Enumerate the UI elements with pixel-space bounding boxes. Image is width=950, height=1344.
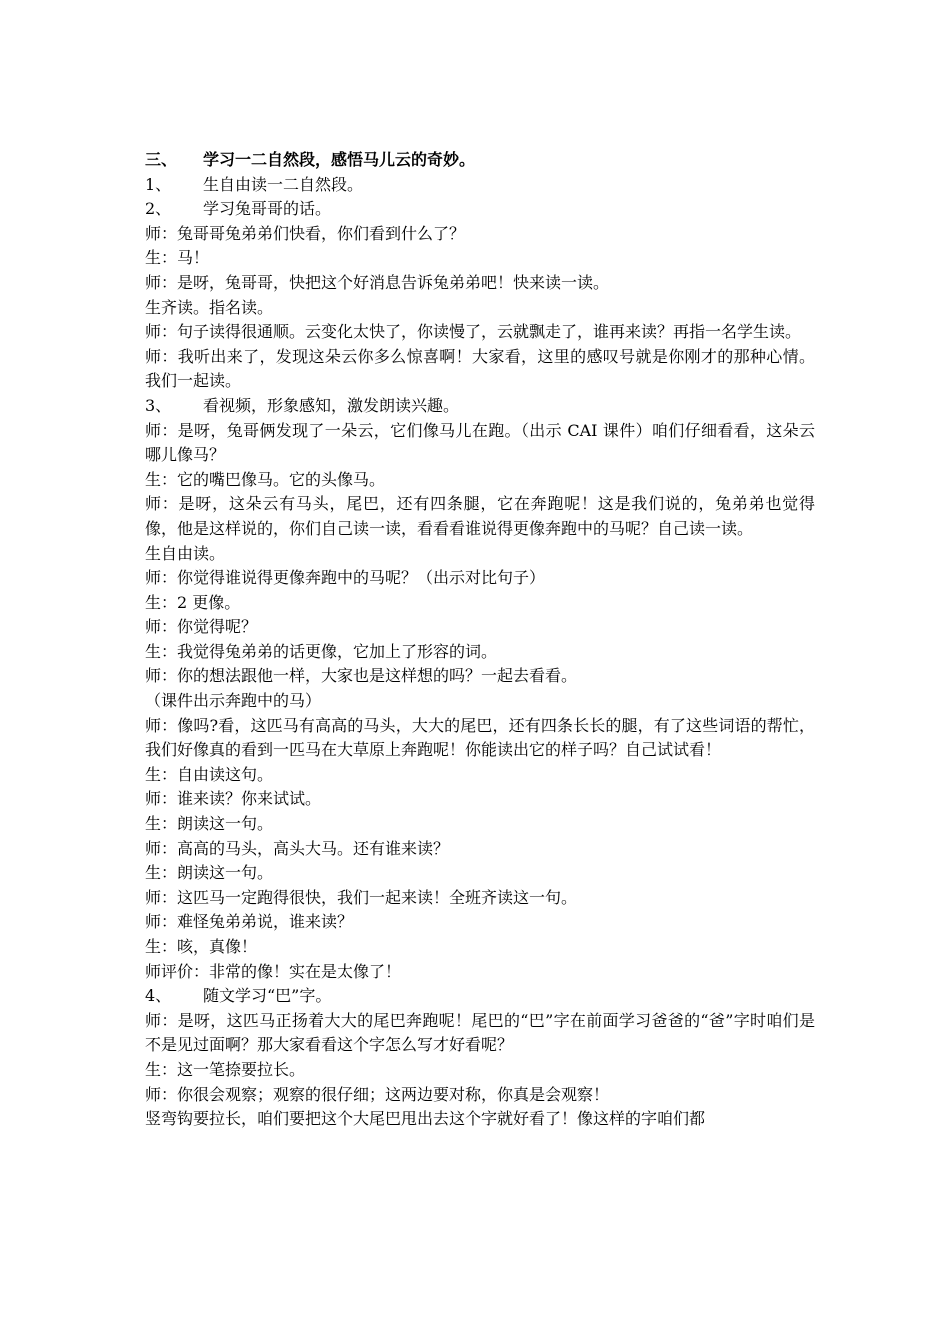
numbered-step [145,984,815,1009]
line-text: 师：你觉得谁说得更像奔跑中的马呢？（出示对比句子） [145,568,546,588]
line-text: 师：是呀，兔哥哥，快把这个好消息告诉兔弟弟吧！快来读一读。 [145,272,610,292]
paragraph-line [145,886,815,911]
paragraph-line [145,591,815,616]
line-text: 生齐读。指名读。 [145,297,274,317]
paragraph-line [145,910,815,935]
line-text: 生自由读。 [145,543,226,563]
paragraph-line [145,689,815,714]
paragraph-line [145,320,815,345]
line-text: 师：你很会观察；观察的很仔细；这两边要对称，你真是会观察！ [145,1084,610,1104]
line-text: 竖弯钩要拉长，咱们要把这个大尾巴甩出去这个字就好看了！像这样的字咱们都 [145,1109,706,1129]
paragraph-line [145,935,815,960]
numbered-step [145,197,815,222]
line-text: 生：咳，真像！ [145,937,258,956]
line-text: （课件出示奔跑中的马） [145,691,322,711]
paragraph-line [145,960,815,985]
paragraph-line [145,1009,815,1058]
line-text: 看视频，形象感知，激发朗读兴趣。 [203,395,460,415]
line-text: 生：我觉得兔弟弟的话更像，它加上了形容的词。 [145,641,498,661]
line-text: 生：2 更像。 [145,592,241,612]
line-text: 师：难怪兔弟弟说，谁来读？ [145,912,354,932]
line-text: 生：自由读这句。 [145,764,274,784]
line-text: 生：这一笔捺要拉长。 [145,1059,306,1079]
paragraph-line [145,246,815,271]
paragraph-line [145,837,815,862]
line-text: 师：我听出来了，发现这朵云你多么惊喜啊！大家看，这里的感叹号就是你刚才的那种心情。我们一起读。 [145,346,815,391]
paragraph-line [145,542,815,567]
numbered-step [145,394,815,419]
paragraph-line [145,714,815,763]
paragraph-line [145,1083,815,1108]
line-text: 师：你觉得呢？ [145,617,258,637]
line-text: 生：它的嘴巴像马。它的头像马。 [145,469,386,489]
step-number: 4、 [145,986,172,1006]
line-text: 师：像吗?看，这匹马有高高的马头，大大的尾巴，还有四条长长的腿，有了这些词语的帮忙，我们好像真的看到一匹马在大草原上奔跑呢！你能读出它的样子吗？自己试试看！ [145,715,815,760]
paragraph-line [145,419,815,468]
line-text: 生：马！ [145,248,210,268]
line-text: 师：你的想法跟他一样，大家也是这样想的吗？一起去看看。 [145,666,578,686]
line-text: 师评价：非常的像！实在是太像了！ [145,961,402,981]
paragraph-line [145,763,815,788]
paragraph-line [145,861,815,886]
section-heading [145,148,815,173]
step-number: 1、 [145,174,172,194]
paragraph-line [145,1058,815,1083]
paragraph-line [145,468,815,493]
paragraph-line [145,812,815,837]
line-text: 生：朗读这一句。 [145,814,274,834]
paragraph-line [145,222,815,247]
paragraph-line [145,787,815,812]
paragraph-line [145,640,815,665]
step-number: 3、 [145,395,172,415]
paragraph-line [145,492,815,541]
line-text: 师：是呀，这朵云有马头，尾巴，还有四条腿，它在奔跑呢！这是我们说的，兔弟弟也觉得像，他是这样说的，你们自己读一读，看看看谁说得更像奔跑中的马呢？自己读一读。 [145,494,815,538]
paragraph-line [145,1107,815,1132]
paragraph-line [145,664,815,689]
line-text: 师：是呀，这匹马正扬着大大的尾巴奔跑呢！尾巴的“巴”字在前面学习爸爸的“爸”字时咱们是不是见过面啊？那大家看看这个字怎么写才好看呢？ [145,1010,815,1055]
paragraph-line [145,345,815,394]
paragraph-line [145,271,815,296]
line-text: 生自由读一二自然段。 [203,174,364,194]
line-text: 学习兔哥哥的话。 [203,199,332,219]
line-text: 师：这匹马一定跑得很快，我们一起来读！全班齐读这一句。 [145,887,578,907]
section-number: 三、 [145,150,178,169]
step-number: 2、 [145,199,172,219]
document-body [145,148,815,1132]
line-text: 师：是呀，兔哥俩发现了一朵云，它们像马儿在跑。（出示 CAI 课件）咱们仔细看看，这朵云哪儿像马？ [145,420,815,465]
section-title: 学习一二自然段，感悟马儿云的奇妙。 [203,150,476,169]
line-text: 师：兔哥哥兔弟弟们快看，你们看到什么了？ [145,223,466,243]
line-text: 师：句子读得很通顺。云变化太快了，你读慢了，云就飘走了，谁再来读？再指一名学生读。 [145,322,802,342]
line-text: 师：谁来读？你来试试。 [145,789,322,809]
paragraph-line [145,296,815,321]
line-text: 随文学习“巴”字。 [203,986,332,1006]
line-text: 师：高高的马头，高头大马。还有谁来读？ [145,838,450,858]
paragraph-line [145,615,815,640]
line-text: 生：朗读这一句。 [145,863,274,883]
numbered-step [145,173,815,198]
paragraph-list [145,173,815,1132]
paragraph-line [145,566,815,591]
